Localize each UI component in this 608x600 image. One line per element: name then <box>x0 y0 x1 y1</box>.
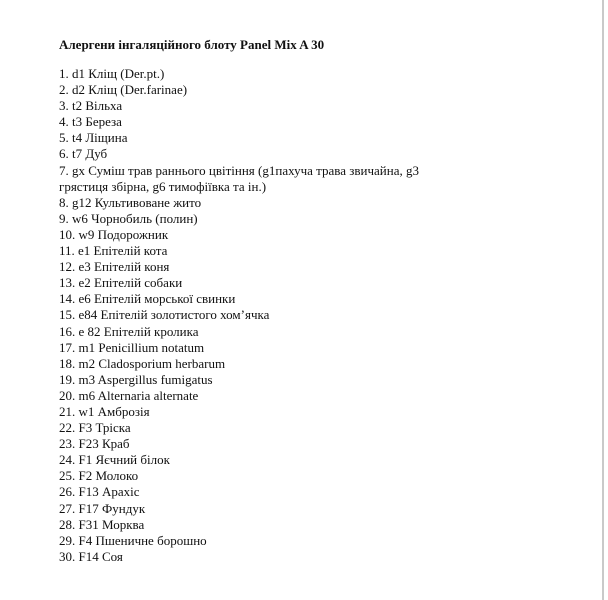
allergen-item: 2. d2 Кліщ (Der.farinae) <box>59 82 188 98</box>
allergen-item: 1. d1 Кліщ (Der.pt.) <box>59 66 165 81</box>
allergen-item: 22. F3 Тріска <box>59 420 131 436</box>
allergen-item: 24. F1 Яєчний білок <box>59 452 170 468</box>
allergen-item: 26. F13 Арахіс <box>59 484 140 500</box>
allergen-item: 15. e84 Епітелій золотистого хом’ячка <box>59 307 270 323</box>
allergen-item: 7. gx Суміш трав раннього цвітіння (g1пахуча трава звичайна, g3 грястиця збірна, g6 тимофіївка та ін.) <box>59 162 419 194</box>
allergen-item: 16. e 82 Епітелій кролика <box>59 323 199 339</box>
allergen-item: 11. e1 Епітелій кота <box>59 243 168 259</box>
document-title: Алергени інгаляційного блоту Panel Mix A 30 <box>59 37 325 52</box>
allergen-item: 8. g12 Культивоване жито <box>59 194 202 210</box>
document-body <box>59 37 459 565</box>
allergen-item: 28. F31 Морква <box>59 516 145 532</box>
allergen-item: 12. e3 Епітелій коня <box>59 259 170 275</box>
allergen-item: 17. m1 Penicillium notatum <box>59 339 205 355</box>
allergen-item: 27. F17 Фундук <box>59 500 146 516</box>
allergen-item: 30. F14 Соя <box>59 548 123 564</box>
allergen-item: 21. w1 Амброзія <box>59 403 150 419</box>
allergen-item: 25. F2 Молоко <box>59 468 139 484</box>
allergen-item: 29. F4 Пшеничне борошно <box>59 532 207 548</box>
allergen-item: 14. e6 Епітелій морської свинки <box>59 291 236 307</box>
allergen-item: 10. w9 Подорожник <box>59 226 169 242</box>
allergen-item: 19. m3 Aspergillus fumigatus <box>59 371 213 387</box>
allergen-item: 13. e2 Епітелій собаки <box>59 275 183 291</box>
allergen-item: 9. w6 Чорнобиль (полин) <box>59 210 198 226</box>
allergen-list <box>59 66 459 565</box>
allergen-item: 5. t4 Ліщина <box>59 130 128 146</box>
allergen-item: 3. t2 Вільха <box>59 98 123 114</box>
allergen-item: 18. m2 Cladosporium herbarum <box>59 355 226 371</box>
allergen-item: 6. t7 Дуб <box>59 146 108 162</box>
allergen-item: 23. F23 Краб <box>59 436 130 452</box>
allergen-item: 4. t3 Береза <box>59 114 122 130</box>
allergen-item: 20. m6 Alternaria alternate <box>59 387 199 403</box>
